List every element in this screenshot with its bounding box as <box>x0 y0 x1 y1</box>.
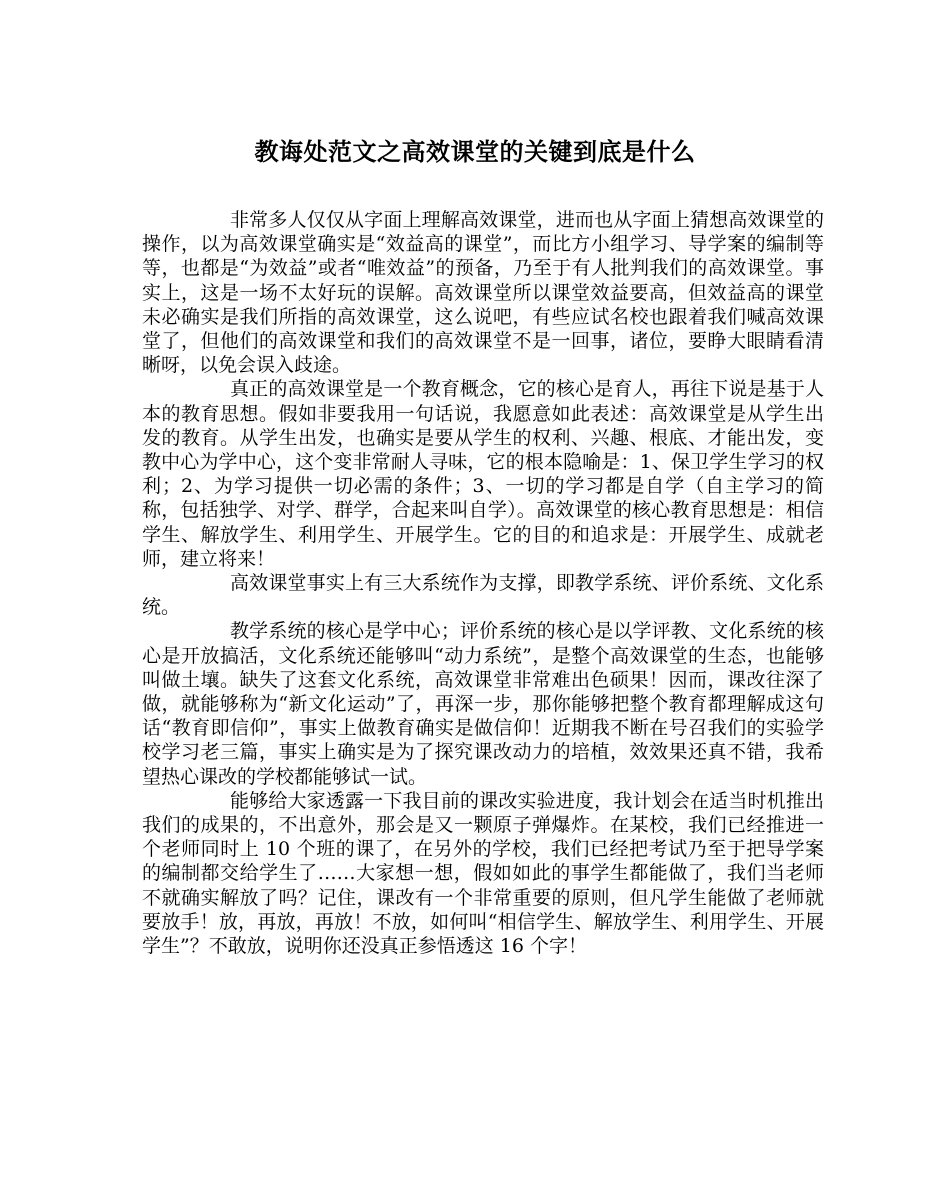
document-body <box>142 208 824 958</box>
paragraph-4: 教学系统的核心是学中心；评价系统的核心是以学评教、文化系统的核心是开放搞活，文化系统还能够叫“动力系统”，是整个高效课堂的生态，也能够叫做土壤。缺失了这套文化系统，高效课堂非常难出色硕果！因而，课改往深了做，就能够称为“新文化运动”了，再深一步，那你能够把整个教育都理解成这句话“教育即信仰”，事实上做教育确实是做信仰！近期我不断在号召我们的实验学校学习老三篇，事实上确实是为了探究课改动力的培植，效效果还真不错，我希望热心课改的学校都能够试一试。 <box>142 620 824 788</box>
paragraph-1: 非常多人仅仅从字面上理解高效课堂，进而也从字面上猜想高效课堂的操作，以为高效课堂确实是“效益高的课堂”，而比方小组学习、导学案的编制等等，也都是“为效益”或者“唯效益”的预备，乃至于有人批判我们的高效课堂。事实上，这是一场不太好玩的误解。高效课堂所以课堂效益要高，但效益高的课堂未必确实是我们所指的高效课堂，这么说吧，有些应试名校也跟着我们喊高效课堂了，但他们的高效课堂和我们的高效课堂不是一回事，诸位，要睁大眼睛看清晰呀，以免会误入歧途。 <box>142 209 824 377</box>
paragraph-2: 真正的高效课堂是一个教育概念，它的核心是育人，再往下说是基于人本的教育思想。假如非要我用一句话说，我愿意如此表述：高效课堂是从学生出发的教育。从学生出发，也确实是要从学生的权利、兴趣、根底、才能出发，变教中心为学中心，这个变非常耐人寻味，它的根本隐喻是：1、保卫学生学习的权利；2、为学习提供一切必需的条件；3、一切的学习都是自学（自主学习的简称，包括独学、对学、群学，合起来叫自学）。高效课堂的核心教育思想是：相信学生、解放学生、利用学生、开展学生。它的目的和追求是：开展学生、成就老师，建立将来！ <box>142 378 824 570</box>
document-title: 教诲处范文之高效课堂的关键到底是什么 <box>254 138 696 166</box>
paragraph-5: 能够给大家透露一下我目前的课改实验进度，我计划会在适当时机推出我们的成果的，不出意外，那会是又一颗原子弹爆炸。在某校，我们已经推进一个老师同时上 10 个班的课了，在另外的学校，我们已经把考试乃至于把导学案的编制都交给学生了……大家想一想，假如如此的事学生都能做了，我们当老师不就确实解放了吗？记住，课改有一个非常重要的原则，但凡学生能做了老师就要放手！放，再放，再放！不放，如何叫“相信学生、解放学生、利用学生、开展学生”？不敢放，说明你还没真正参悟透这 16 个字！ <box>142 789 824 958</box>
paragraph-3: 高效课堂事实上有三大系统作为支撑，即教学系统、评价系统、文化系统。 <box>142 572 824 619</box>
